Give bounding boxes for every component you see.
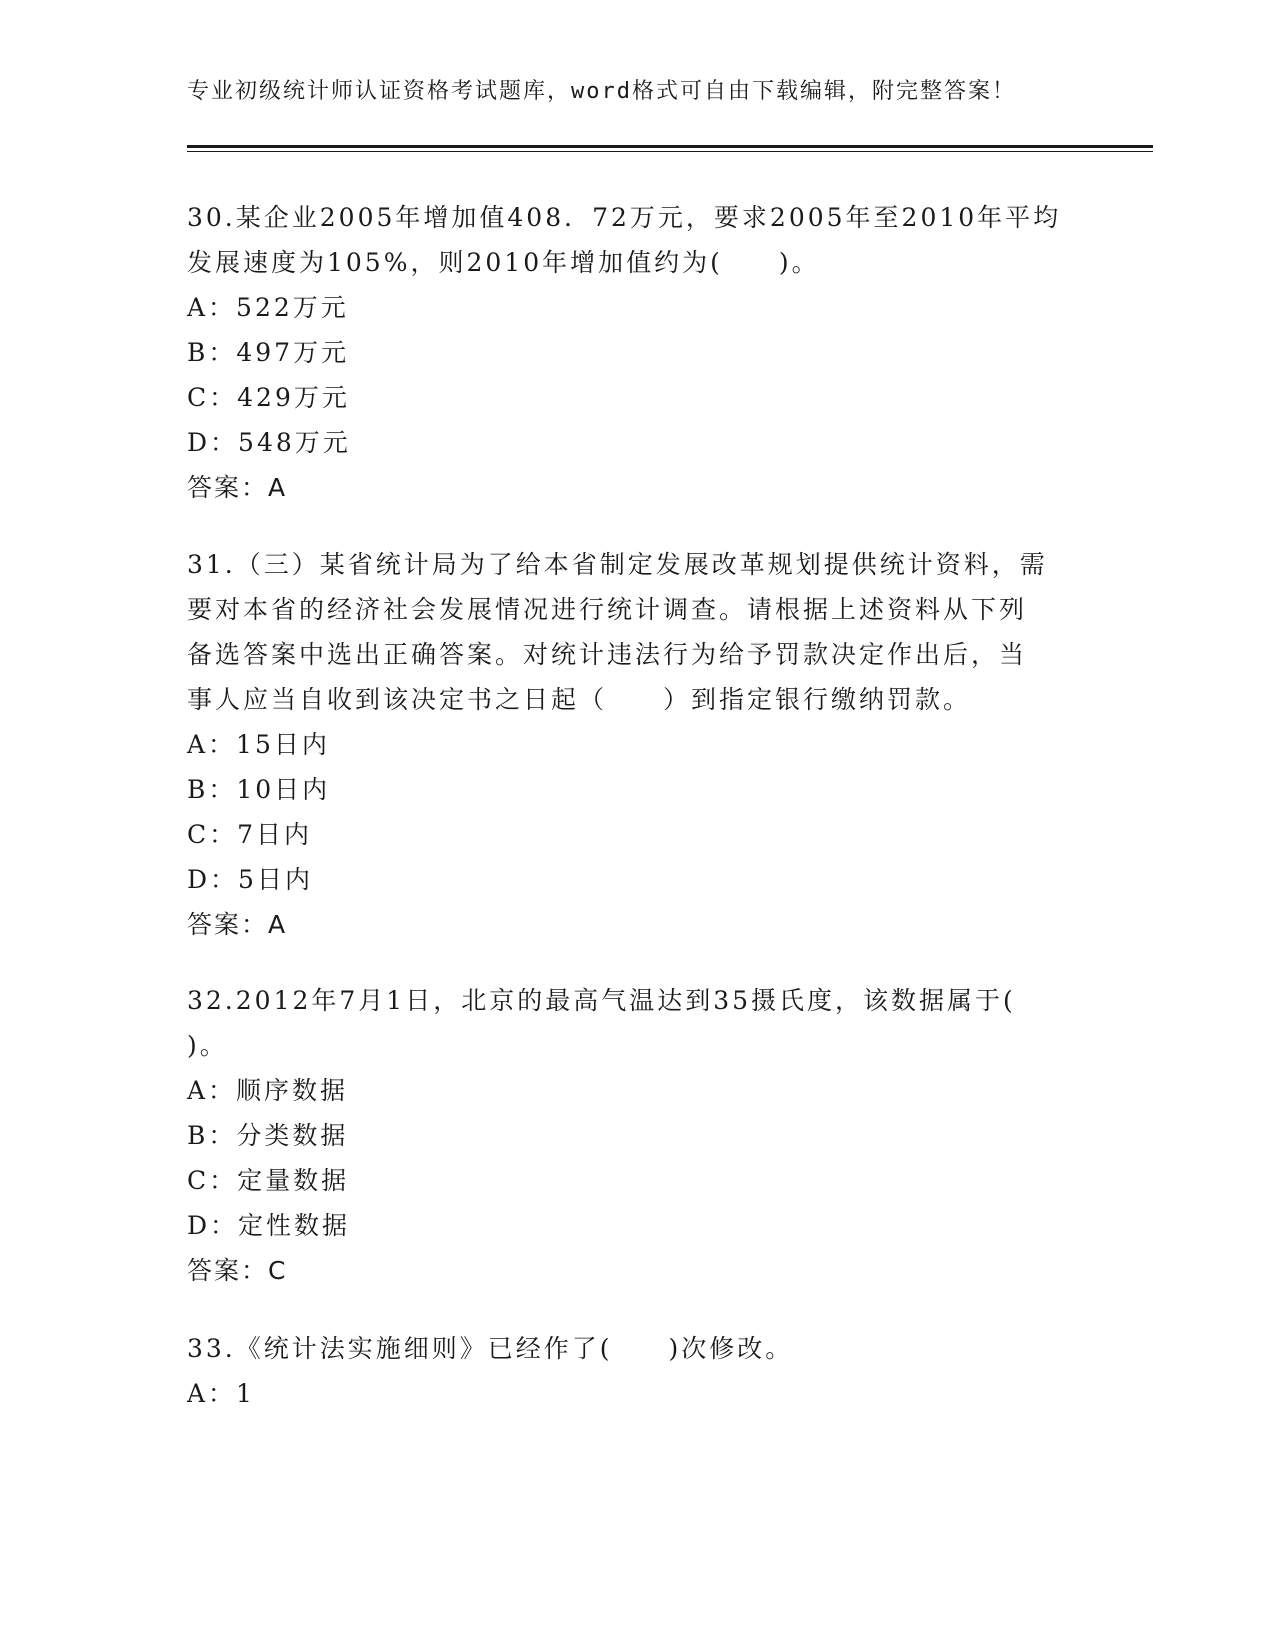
- question-text-line: 32.2012年7月1日，北京的最高气温达到35摄氏度，该数据属于(: [187, 986, 1016, 1015]
- option-a: A：522万元: [187, 293, 349, 322]
- answer: 答案：A: [187, 473, 288, 502]
- option-c: C：429万元: [187, 383, 350, 412]
- answer: 答案：A: [187, 910, 288, 939]
- question-text-line: 事人应当自收到该决定书之日起（ ）到指定银行缴纳罚款。: [187, 685, 972, 714]
- option-d: D：5日内: [187, 865, 313, 894]
- question-text-line: )。: [187, 1031, 228, 1060]
- option-d: D：定性数据: [187, 1211, 351, 1240]
- question-text-line: 要对本省的经济社会发展情况进行统计调查。请根据上述资料从下列: [187, 595, 1028, 624]
- question-text-line: 30.某企业2005年增加值408．72万元，要求2005年至2010年平均: [187, 203, 1062, 232]
- page-header: 专业初级统计师认证资格考试题库，word格式可自由下载编辑，附完整答案！: [187, 79, 1016, 104]
- answer: 答案：C: [187, 1256, 288, 1285]
- option-a: A：15日内: [187, 730, 330, 759]
- option-b: B：497万元: [187, 338, 350, 367]
- option-c: C：定量数据: [187, 1166, 350, 1195]
- option-c: C：7日内: [187, 820, 313, 849]
- header-rule-thin: [187, 151, 1153, 152]
- question-text-line: 33.《统计法实施细则》已经作了( )次修改。: [187, 1334, 794, 1363]
- question-text-line: 备选答案中选出正确答案。对统计违法行为给予罚款决定作出后，当: [187, 640, 1028, 669]
- option-b: B：10日内: [187, 775, 331, 804]
- option-a: A：1: [187, 1379, 255, 1408]
- option-b: B：分类数据: [187, 1121, 349, 1150]
- question-33: [187, 1326, 1087, 1416]
- question-30: [187, 195, 1087, 510]
- option-d: D：548万元: [187, 428, 351, 457]
- question-text-line: 发展速度为105%，则2010年增加值约为( )。: [187, 248, 820, 277]
- question-31: [187, 542, 1087, 947]
- header-rule-thick: [187, 145, 1153, 148]
- option-a: A：顺序数据: [187, 1076, 349, 1105]
- question-text-line: 31.（三）某省统计局为了给本省制定发展改革规划提供统计资料，需: [187, 550, 1048, 579]
- question-32: [187, 978, 1087, 1293]
